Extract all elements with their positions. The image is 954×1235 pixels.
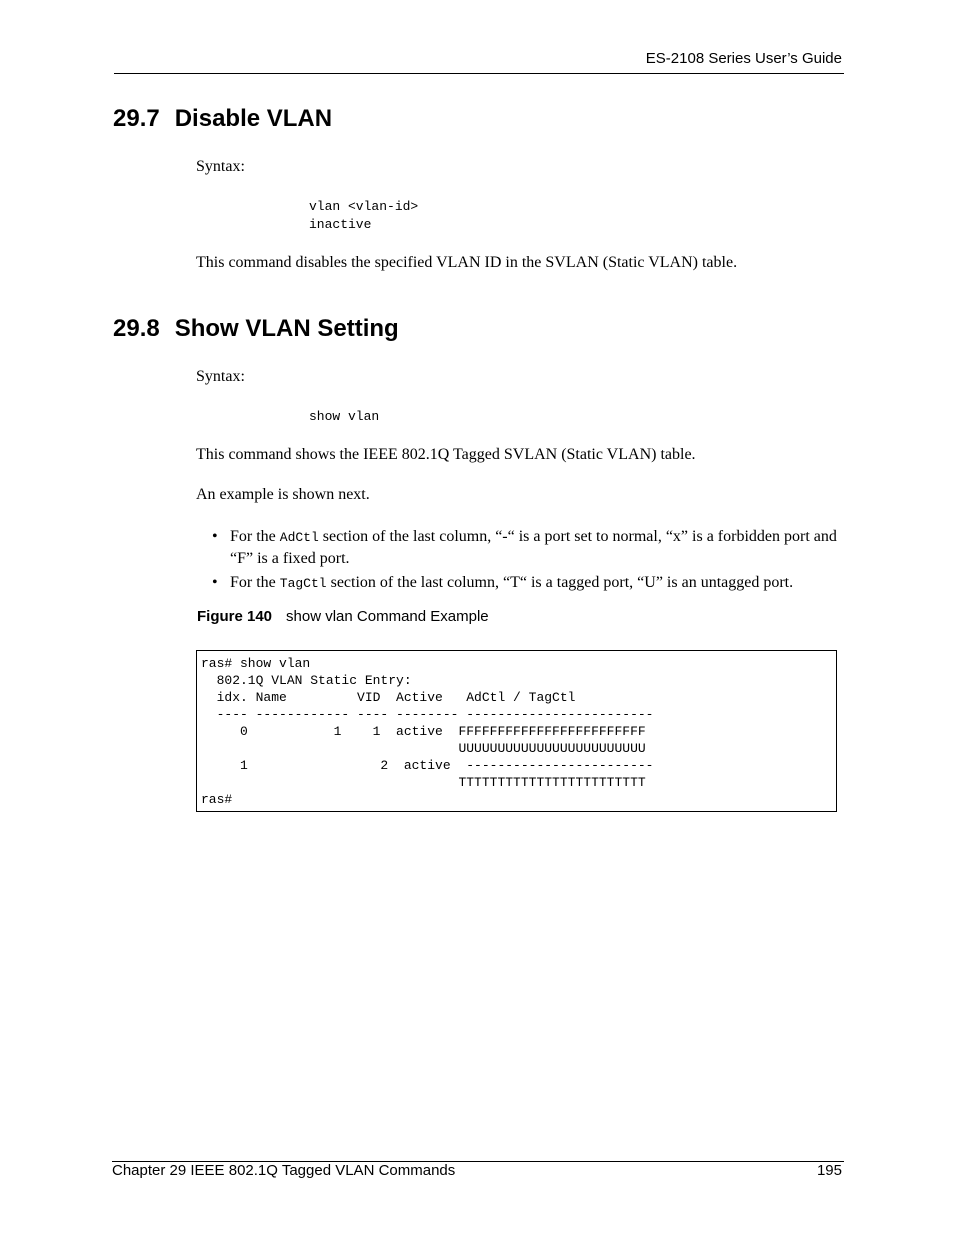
bullet-item bbox=[212, 526, 852, 569]
syntax-code-line: vlan <vlan-id> bbox=[309, 199, 419, 214]
section-number: 29.8 bbox=[113, 315, 160, 342]
bullet-text: For the bbox=[230, 528, 280, 545]
section-description: This command disables the specified VLAN ID in the SVLAN (Static VLAN) table. bbox=[196, 254, 738, 271]
bullet-text: section of the last column, “T“ is a tagged port, “U” is an untagged port. bbox=[326, 574, 794, 591]
bullet-list bbox=[212, 526, 852, 594]
running-header: ES-2108 Series User’s Guide bbox=[645, 50, 842, 67]
syntax-code-line: inactive bbox=[309, 217, 372, 232]
console-line: UUUUUUUUUUUUUUUUUUUUUUUU bbox=[201, 741, 646, 756]
footer-chapter: Chapter 29 IEEE 802.1Q Tagged VLAN Commands bbox=[112, 1162, 456, 1179]
section-heading-show-vlan-setting bbox=[113, 315, 399, 343]
section-title: Disable VLAN bbox=[174, 105, 333, 132]
bullet-item bbox=[212, 572, 852, 594]
figure-label: Figure 140 bbox=[197, 608, 273, 625]
example-intro: An example is shown next. bbox=[196, 486, 370, 503]
console-line: TTTTTTTTTTTTTTTTTTTTTTTT bbox=[201, 775, 646, 790]
section-heading-disable-vlan bbox=[113, 105, 332, 133]
console-line: idx. Name VID Active AdCtl / TagCtl bbox=[201, 690, 576, 705]
bullet-text: section of the last column, “-“ is a port set to normal, “x” is a forbidden port and “F” is a fixed port. bbox=[230, 528, 837, 567]
console-line: ---- ------------ ---- -------- ------------------------ bbox=[201, 707, 654, 722]
bullet-dot: • bbox=[212, 574, 218, 591]
section-number: 29.7 bbox=[113, 105, 160, 132]
bullet-text: For the bbox=[230, 574, 280, 591]
page-number: 195 bbox=[816, 1162, 842, 1179]
section-description: This command shows the IEEE 802.1Q Tagged SVLAN (Static VLAN) table. bbox=[196, 446, 696, 463]
figure-title: show vlan Command Example bbox=[286, 608, 489, 625]
console-line: 0 1 1 active FFFFFFFFFFFFFFFFFFFFFFFF bbox=[201, 724, 646, 739]
console-line: 802.1Q VLAN Static Entry: bbox=[201, 673, 412, 688]
command-example-box bbox=[196, 650, 837, 812]
syntax-label: Syntax: bbox=[196, 368, 245, 385]
bullet-dot: • bbox=[212, 528, 218, 545]
inline-code: AdCtl bbox=[279, 530, 319, 545]
syntax-code-line: show vlan bbox=[309, 409, 380, 424]
header-rule bbox=[114, 73, 844, 74]
figure-caption bbox=[197, 608, 489, 625]
section-title: Show VLAN Setting bbox=[174, 315, 399, 342]
syntax-label: Syntax: bbox=[196, 158, 245, 175]
inline-code: TagCtl bbox=[279, 576, 327, 591]
console-line: ras# show vlan bbox=[201, 656, 311, 671]
console-line: ras# bbox=[201, 792, 233, 807]
console-line: 1 2 active ------------------------ bbox=[201, 758, 654, 773]
